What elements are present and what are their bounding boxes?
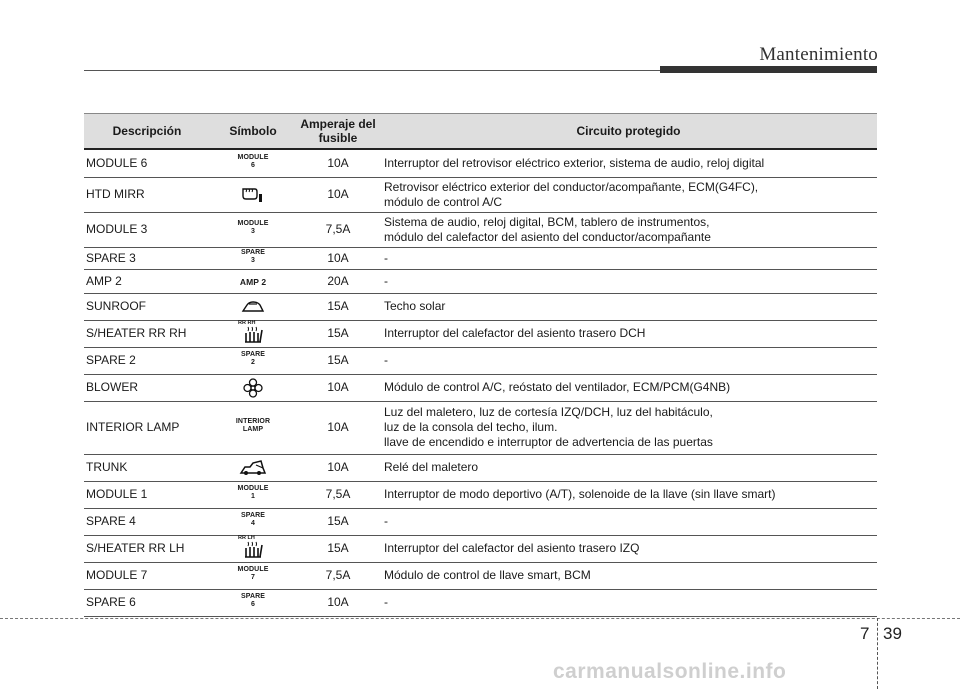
- page-header-title: Mantenimiento: [759, 44, 878, 65]
- column-header-amperage: Amperaje del fusible: [296, 114, 380, 150]
- fuse-description: SUNROOF: [84, 293, 210, 320]
- symbol-label: [236, 418, 270, 434]
- symbol-label: [241, 593, 265, 609]
- symbol-label: [241, 351, 265, 367]
- fuse-amperage: 15A: [296, 320, 380, 347]
- fuse-amperage: 10A: [296, 401, 380, 454]
- chapter-number: 7: [860, 624, 870, 643]
- fuse-description: S/HEATER RR LH: [84, 535, 210, 562]
- trunk-icon: [239, 459, 267, 477]
- circuit-line: Interruptor del calefactor del asiento trasero IZQ: [384, 541, 640, 555]
- symbol-label-line2: LAMP: [242, 426, 264, 433]
- symbol-label-line1: SPARE: [240, 512, 266, 519]
- fuse-symbol: [210, 247, 296, 269]
- protected-circuit: [380, 247, 877, 269]
- fuse-amperage: 10A: [296, 374, 380, 401]
- symbol-label-line2: 7: [251, 574, 255, 581]
- fuse-amperage: 20A: [296, 269, 380, 293]
- fuse-amperage: 10A: [296, 589, 380, 616]
- protected-circuit: [380, 589, 877, 616]
- protected-circuit: [380, 562, 877, 589]
- fuse-symbol: [210, 589, 296, 616]
- protected-circuit: [380, 177, 877, 212]
- header-rule-accent: [660, 66, 877, 73]
- circuit-line: módulo del calefactor del asiento del conductor/acompañante: [384, 229, 711, 244]
- page-number: 39: [883, 624, 902, 643]
- fuse-amperage: 7,5A: [296, 481, 380, 508]
- fuse-description: MODULE 7: [84, 562, 210, 589]
- watermark: carmanualsonline.info: [553, 660, 787, 683]
- fuse-description: SPARE 6: [84, 589, 210, 616]
- symbol-tag: RR RH: [238, 319, 256, 326]
- fuse-symbol: [210, 508, 296, 535]
- table-row: [84, 535, 877, 562]
- fuse-description: SPARE 3: [84, 247, 210, 269]
- symbol-label-line1: SPARE: [240, 351, 266, 358]
- header-rule: [84, 70, 662, 71]
- symbol-label-line1: AMP 2: [239, 276, 267, 287]
- table-header-row: [84, 114, 877, 150]
- table-row: [84, 481, 877, 508]
- fuse-symbol: [210, 320, 296, 347]
- protected-circuit: [380, 212, 877, 247]
- circuit-line: luz de la consola del techo, ilum.: [384, 420, 558, 434]
- circuit-line: Relé del maletero: [384, 460, 479, 474]
- symbol-label: [241, 512, 265, 528]
- protected-circuit: [380, 401, 877, 454]
- column-header-symbol: Símbolo: [210, 114, 296, 150]
- symbol-label: [240, 278, 266, 286]
- protected-circuit: [380, 293, 877, 320]
- table-row: [84, 562, 877, 589]
- circuit-line: Módulo de control A/C, reóstato del ventilador, ECM/PCM(G4NB): [384, 380, 731, 394]
- symbol-label-line1: MODULE: [237, 566, 269, 573]
- circuit-line: -: [384, 514, 388, 528]
- fuse-symbol: [210, 177, 296, 212]
- table-row: [84, 177, 877, 212]
- symbol-label-line1: MODULE: [237, 153, 269, 161]
- footer-rule: [0, 618, 960, 619]
- table-row: [84, 589, 877, 616]
- protected-circuit: [380, 374, 877, 401]
- fuse-amperage: 15A: [296, 535, 380, 562]
- circuit-line: Interruptor del retrovisor eléctrico exterior, sistema de audio, reloj digital: [384, 155, 765, 170]
- fuse-amperage: 7,5A: [296, 562, 380, 589]
- fuse-symbol: [210, 374, 296, 401]
- column-header-circuit: Circuito protegido: [380, 114, 877, 150]
- fuse-amperage: 15A: [296, 293, 380, 320]
- table-row: [84, 454, 877, 481]
- symbol-label-line2: 1: [251, 493, 255, 500]
- symbol-label-line2: 2: [250, 359, 255, 366]
- fuse-amperage: 7,5A: [296, 212, 380, 247]
- seat-heater-icon: [238, 319, 266, 344]
- symbol-label-line2: 3: [250, 256, 255, 264]
- symbol-label: [238, 566, 269, 582]
- symbol-label-line1: INTERIOR: [235, 418, 271, 425]
- fuse-amperage: 10A: [296, 454, 380, 481]
- symbol-label-line1: MODULE: [237, 485, 269, 492]
- fuse-description: SPARE 2: [84, 347, 210, 374]
- circuit-line: Techo solar: [384, 299, 446, 313]
- table-row: [84, 347, 877, 374]
- fuse-symbol: [210, 562, 296, 589]
- symbol-label-line1: SPARE: [240, 248, 266, 256]
- circuit-line: -: [384, 250, 388, 265]
- table-row: [84, 293, 877, 320]
- fuse-description: TRUNK: [84, 454, 210, 481]
- heated-mirror-icon: [240, 186, 266, 204]
- circuit-line: llave de encendido e interruptor de advertencia de las puertas: [384, 435, 713, 449]
- fuse-symbol: [210, 212, 296, 247]
- circuit-line: -: [384, 273, 388, 288]
- fuse-description: MODULE 3: [84, 212, 210, 247]
- symbol-label: [238, 485, 269, 501]
- circuit-line: Interruptor del calefactor del asiento trasero DCH: [384, 326, 646, 340]
- fuse-symbol: [210, 454, 296, 481]
- circuit-line: módulo de control A/C: [384, 194, 503, 209]
- fuse-symbol: [210, 481, 296, 508]
- circuit-line: Luz del maletero, luz de cortesía IZQ/DCH, luz del habitáculo,: [384, 405, 713, 419]
- symbol-label: [238, 154, 269, 170]
- fuse-symbol: [210, 149, 296, 177]
- protected-circuit: [380, 320, 877, 347]
- protected-circuit: [380, 347, 877, 374]
- symbol-label-line2: 3: [251, 228, 255, 235]
- circuit-line: Módulo de control de llave smart, BCM: [384, 568, 591, 582]
- symbol-label-line2: 4: [250, 520, 255, 527]
- fuse-symbol: [210, 293, 296, 320]
- circuit-line: Sistema de audio, reloj digital, BCM, tablero de instrumentos,: [384, 214, 710, 229]
- symbol-label: [238, 220, 269, 236]
- fuse-description: MODULE 1: [84, 481, 210, 508]
- protected-circuit: [380, 481, 877, 508]
- table-row: [84, 247, 877, 269]
- table-row: [84, 149, 877, 177]
- symbol-label-line2: 6: [251, 161, 255, 169]
- protected-circuit: [380, 149, 877, 177]
- fuse-symbol: [210, 269, 296, 293]
- fuse-symbol: [210, 347, 296, 374]
- table-row: [84, 212, 877, 247]
- symbol-tag: RR LH: [238, 534, 255, 541]
- sunroof-icon: [240, 299, 266, 315]
- symbol-label: [241, 249, 265, 265]
- fuse-symbol: [210, 401, 296, 454]
- fan-icon: [242, 377, 264, 399]
- circuit-line: Interruptor de modo deportivo (A/T), solenoide de la llave (sin llave smart): [384, 487, 776, 501]
- circuit-line: -: [384, 595, 388, 609]
- protected-circuit: [380, 454, 877, 481]
- table-row: [84, 320, 877, 347]
- fuse-description: AMP 2: [84, 269, 210, 293]
- seat-heater-icon: [238, 534, 266, 559]
- symbol-label-line1: MODULE: [237, 220, 269, 227]
- circuit-line: -: [384, 353, 388, 367]
- fuse-description: INTERIOR LAMP: [84, 401, 210, 454]
- fuse-amperage: 15A: [296, 347, 380, 374]
- column-header-description: Descripción: [84, 114, 210, 150]
- fuse-amperage: 10A: [296, 177, 380, 212]
- fuse-description: SPARE 4: [84, 508, 210, 535]
- fuse-description: S/HEATER RR RH: [84, 320, 210, 347]
- symbol-label-line2: 6: [250, 601, 255, 608]
- fuse-table: [84, 113, 877, 617]
- protected-circuit: [380, 508, 877, 535]
- fuse-amperage: 10A: [296, 247, 380, 269]
- circuit-line: Retrovisor eléctrico exterior del conductor/acompañante, ECM(G4FC),: [384, 179, 759, 194]
- table-row: [84, 508, 877, 535]
- fuse-symbol: [210, 535, 296, 562]
- protected-circuit: [380, 535, 877, 562]
- symbol-label-line1: SPARE: [240, 593, 266, 600]
- table-row: [84, 401, 877, 454]
- table-row: [84, 269, 877, 293]
- table-row: [84, 374, 877, 401]
- fuse-description: BLOWER: [84, 374, 210, 401]
- fuse-description: HTD MIRR: [84, 177, 210, 212]
- protected-circuit: [380, 269, 877, 293]
- fuse-amperage: 15A: [296, 508, 380, 535]
- fuse-description: MODULE 6: [84, 149, 210, 177]
- fuse-amperage: 10A: [296, 149, 380, 177]
- footer-divider: [877, 618, 878, 689]
